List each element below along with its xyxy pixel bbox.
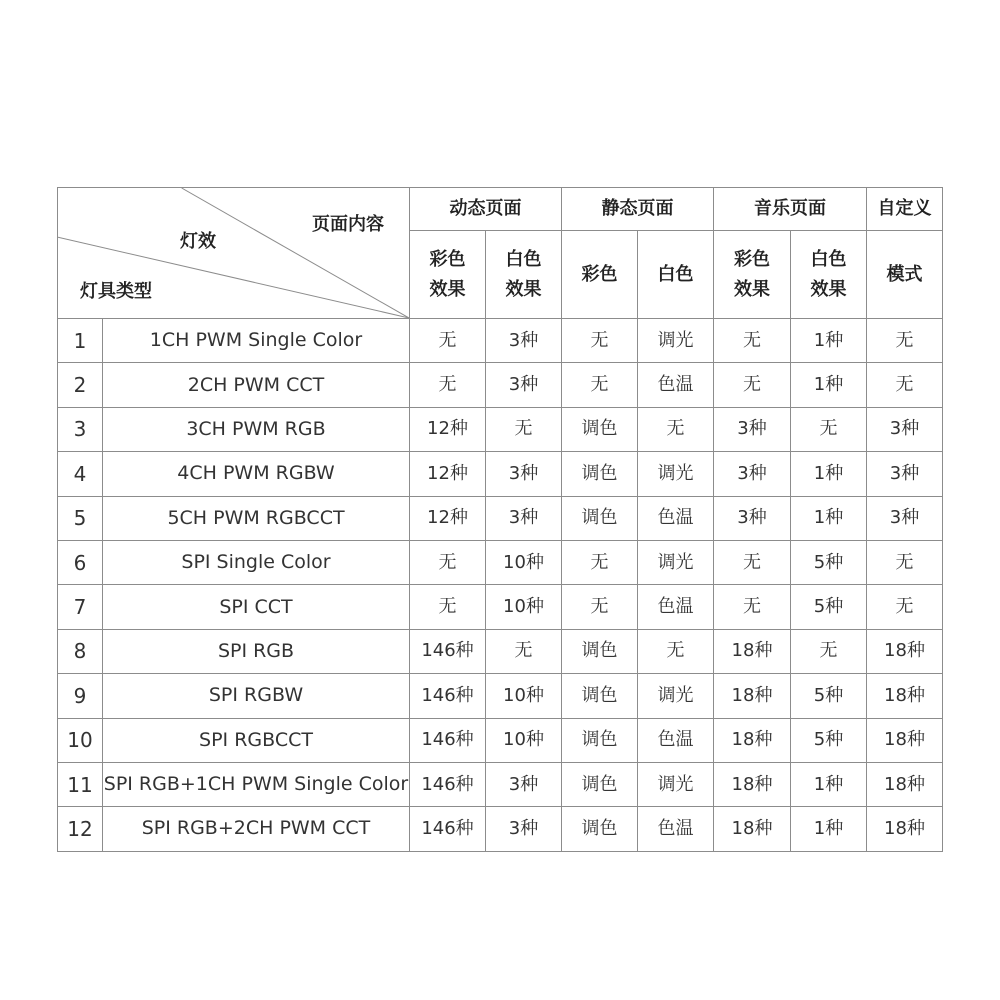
light-type-cell: SPI RGBW <box>103 674 410 718</box>
cell-music-color: 18种 <box>714 807 791 851</box>
row-number: 10 <box>58 718 103 762</box>
cell-music-color: 无 <box>714 540 791 584</box>
cell-static-color: 无 <box>562 540 638 584</box>
cell-music-color: 3种 <box>714 496 791 540</box>
cell-dynamic-white: 10种 <box>486 585 562 629</box>
cell-static-color: 无 <box>562 319 638 363</box>
cell-static-white: 色温 <box>638 718 714 762</box>
subheader-dynamic-white: 白色 效果 <box>486 231 562 319</box>
row-number: 12 <box>58 807 103 851</box>
row-number: 4 <box>58 452 103 496</box>
cell-dynamic-color: 无 <box>410 319 486 363</box>
cell-static-white: 调光 <box>638 452 714 496</box>
cell-custom-mode: 18种 <box>867 674 943 718</box>
light-type-cell: 3CH PWM RGB <box>103 407 410 451</box>
cell-music-color: 3种 <box>714 452 791 496</box>
cell-static-color: 调色 <box>562 807 638 851</box>
cell-static-white: 无 <box>638 407 714 451</box>
light-type-cell: 4CH PWM RGBW <box>103 452 410 496</box>
cell-custom-mode: 18种 <box>867 762 943 806</box>
subheader-music-color: 彩色 效果 <box>714 231 791 319</box>
cell-static-white: 色温 <box>638 807 714 851</box>
cell-music-color: 3种 <box>714 407 791 451</box>
cell-custom-mode: 18种 <box>867 718 943 762</box>
row-number: 6 <box>58 540 103 584</box>
cell-dynamic-color: 12种 <box>410 452 486 496</box>
row-number: 1 <box>58 319 103 363</box>
light-type-label: 灯具类型 <box>80 281 152 302</box>
cell-dynamic-white: 10种 <box>486 718 562 762</box>
light-type-cell: SPI Single Color <box>103 540 410 584</box>
cell-music-white: 无 <box>791 407 867 451</box>
cell-custom-mode: 18种 <box>867 807 943 851</box>
page-content-label: 页面内容 <box>312 214 384 235</box>
cell-music-white: 1种 <box>791 496 867 540</box>
cell-custom-mode: 3种 <box>867 407 943 451</box>
table-row <box>58 718 943 762</box>
cell-music-color: 18种 <box>714 629 791 673</box>
table-row <box>58 629 943 673</box>
cell-static-white: 调光 <box>638 762 714 806</box>
table-header <box>58 188 943 319</box>
table-row <box>58 452 943 496</box>
cell-music-color: 18种 <box>714 762 791 806</box>
cell-dynamic-white: 3种 <box>486 807 562 851</box>
cell-custom-mode: 3种 <box>867 452 943 496</box>
cell-static-white: 色温 <box>638 363 714 407</box>
cell-static-color: 无 <box>562 363 638 407</box>
cell-music-white: 无 <box>791 629 867 673</box>
cell-dynamic-white: 3种 <box>486 319 562 363</box>
cell-dynamic-color: 无 <box>410 363 486 407</box>
table-row <box>58 674 943 718</box>
cell-static-white: 色温 <box>638 585 714 629</box>
subheader-static-white: 白色 <box>638 231 714 319</box>
cell-static-color: 无 <box>562 585 638 629</box>
cell-custom-mode: 无 <box>867 540 943 584</box>
cell-dynamic-white: 3种 <box>486 363 562 407</box>
cell-custom-mode: 无 <box>867 319 943 363</box>
cell-static-color: 调色 <box>562 496 638 540</box>
cell-dynamic-color: 146种 <box>410 762 486 806</box>
cell-music-white: 5种 <box>791 718 867 762</box>
light-type-cell: SPI RGBCCT <box>103 718 410 762</box>
cell-dynamic-white: 无 <box>486 629 562 673</box>
cell-music-white: 1种 <box>791 762 867 806</box>
cell-dynamic-color: 146种 <box>410 807 486 851</box>
light-type-cell: SPI RGB+1CH PWM Single Color <box>103 762 410 806</box>
cell-dynamic-color: 12种 <box>410 407 486 451</box>
cell-music-white: 5种 <box>791 674 867 718</box>
cell-static-color: 调色 <box>562 629 638 673</box>
light-effects-table <box>57 187 943 852</box>
cell-static-color: 调色 <box>562 674 638 718</box>
cell-static-color: 调色 <box>562 407 638 451</box>
light-type-cell: 5CH PWM RGBCCT <box>103 496 410 540</box>
group-header-static: 静态页面 <box>562 188 714 231</box>
table-row <box>58 363 943 407</box>
light-type-cell: SPI CCT <box>103 585 410 629</box>
group-header-music: 音乐页面 <box>714 188 867 231</box>
cell-music-color: 无 <box>714 319 791 363</box>
effect-label: 灯效 <box>180 231 216 252</box>
light-type-cell: SPI RGB+2CH PWM CCT <box>103 807 410 851</box>
cell-music-white: 5种 <box>791 540 867 584</box>
table-row <box>58 540 943 584</box>
light-type-cell: 2CH PWM CCT <box>103 363 410 407</box>
table-row <box>58 762 943 806</box>
cell-static-white: 调光 <box>638 319 714 363</box>
cell-static-color: 调色 <box>562 762 638 806</box>
cell-music-white: 1种 <box>791 363 867 407</box>
subheader-music-white: 白色 效果 <box>791 231 867 319</box>
cell-custom-mode: 无 <box>867 363 943 407</box>
cell-dynamic-color: 12种 <box>410 496 486 540</box>
row-number: 5 <box>58 496 103 540</box>
cell-static-white: 无 <box>638 629 714 673</box>
table-row <box>58 585 943 629</box>
cell-static-white: 调光 <box>638 674 714 718</box>
cell-music-white: 1种 <box>791 807 867 851</box>
cell-dynamic-white: 3种 <box>486 452 562 496</box>
table-row <box>58 807 943 851</box>
cell-dynamic-white: 10种 <box>486 540 562 584</box>
cell-static-color: 调色 <box>562 452 638 496</box>
row-number: 11 <box>58 762 103 806</box>
light-type-cell: SPI RGB <box>103 629 410 673</box>
cell-music-color: 无 <box>714 585 791 629</box>
table-row <box>58 496 943 540</box>
cell-custom-mode: 3种 <box>867 496 943 540</box>
subheader-custom-mode: 模式 <box>867 231 943 319</box>
cell-music-white: 1种 <box>791 452 867 496</box>
table-row <box>58 319 943 363</box>
cell-music-color: 无 <box>714 363 791 407</box>
cell-dynamic-white: 无 <box>486 407 562 451</box>
cell-static-white: 调光 <box>638 540 714 584</box>
subheader-dynamic-color: 彩色 效果 <box>410 231 486 319</box>
row-number: 9 <box>58 674 103 718</box>
group-header-dynamic: 动态页面 <box>410 188 562 231</box>
cell-dynamic-color: 146种 <box>410 629 486 673</box>
cell-music-color: 18种 <box>714 718 791 762</box>
cell-dynamic-white: 3种 <box>486 762 562 806</box>
row-number: 7 <box>58 585 103 629</box>
cell-dynamic-color: 146种 <box>410 718 486 762</box>
light-type-cell: 1CH PWM Single Color <box>103 319 410 363</box>
cell-dynamic-color: 无 <box>410 540 486 584</box>
cell-dynamic-color: 无 <box>410 585 486 629</box>
cell-dynamic-color: 146种 <box>410 674 486 718</box>
cell-music-white: 5种 <box>791 585 867 629</box>
cell-dynamic-white: 3种 <box>486 496 562 540</box>
cell-custom-mode: 无 <box>867 585 943 629</box>
cell-custom-mode: 18种 <box>867 629 943 673</box>
cell-static-white: 色温 <box>638 496 714 540</box>
row-number: 3 <box>58 407 103 451</box>
subheader-static-color: 彩色 <box>562 231 638 319</box>
group-header-custom: 自定义 <box>867 188 943 231</box>
cell-music-color: 18种 <box>714 674 791 718</box>
table-row <box>58 407 943 451</box>
cell-dynamic-white: 10种 <box>486 674 562 718</box>
row-number: 8 <box>58 629 103 673</box>
cell-music-white: 1种 <box>791 319 867 363</box>
row-number: 2 <box>58 363 103 407</box>
table-body <box>58 319 943 852</box>
corner-header-cell <box>58 188 410 319</box>
cell-static-color: 调色 <box>562 718 638 762</box>
